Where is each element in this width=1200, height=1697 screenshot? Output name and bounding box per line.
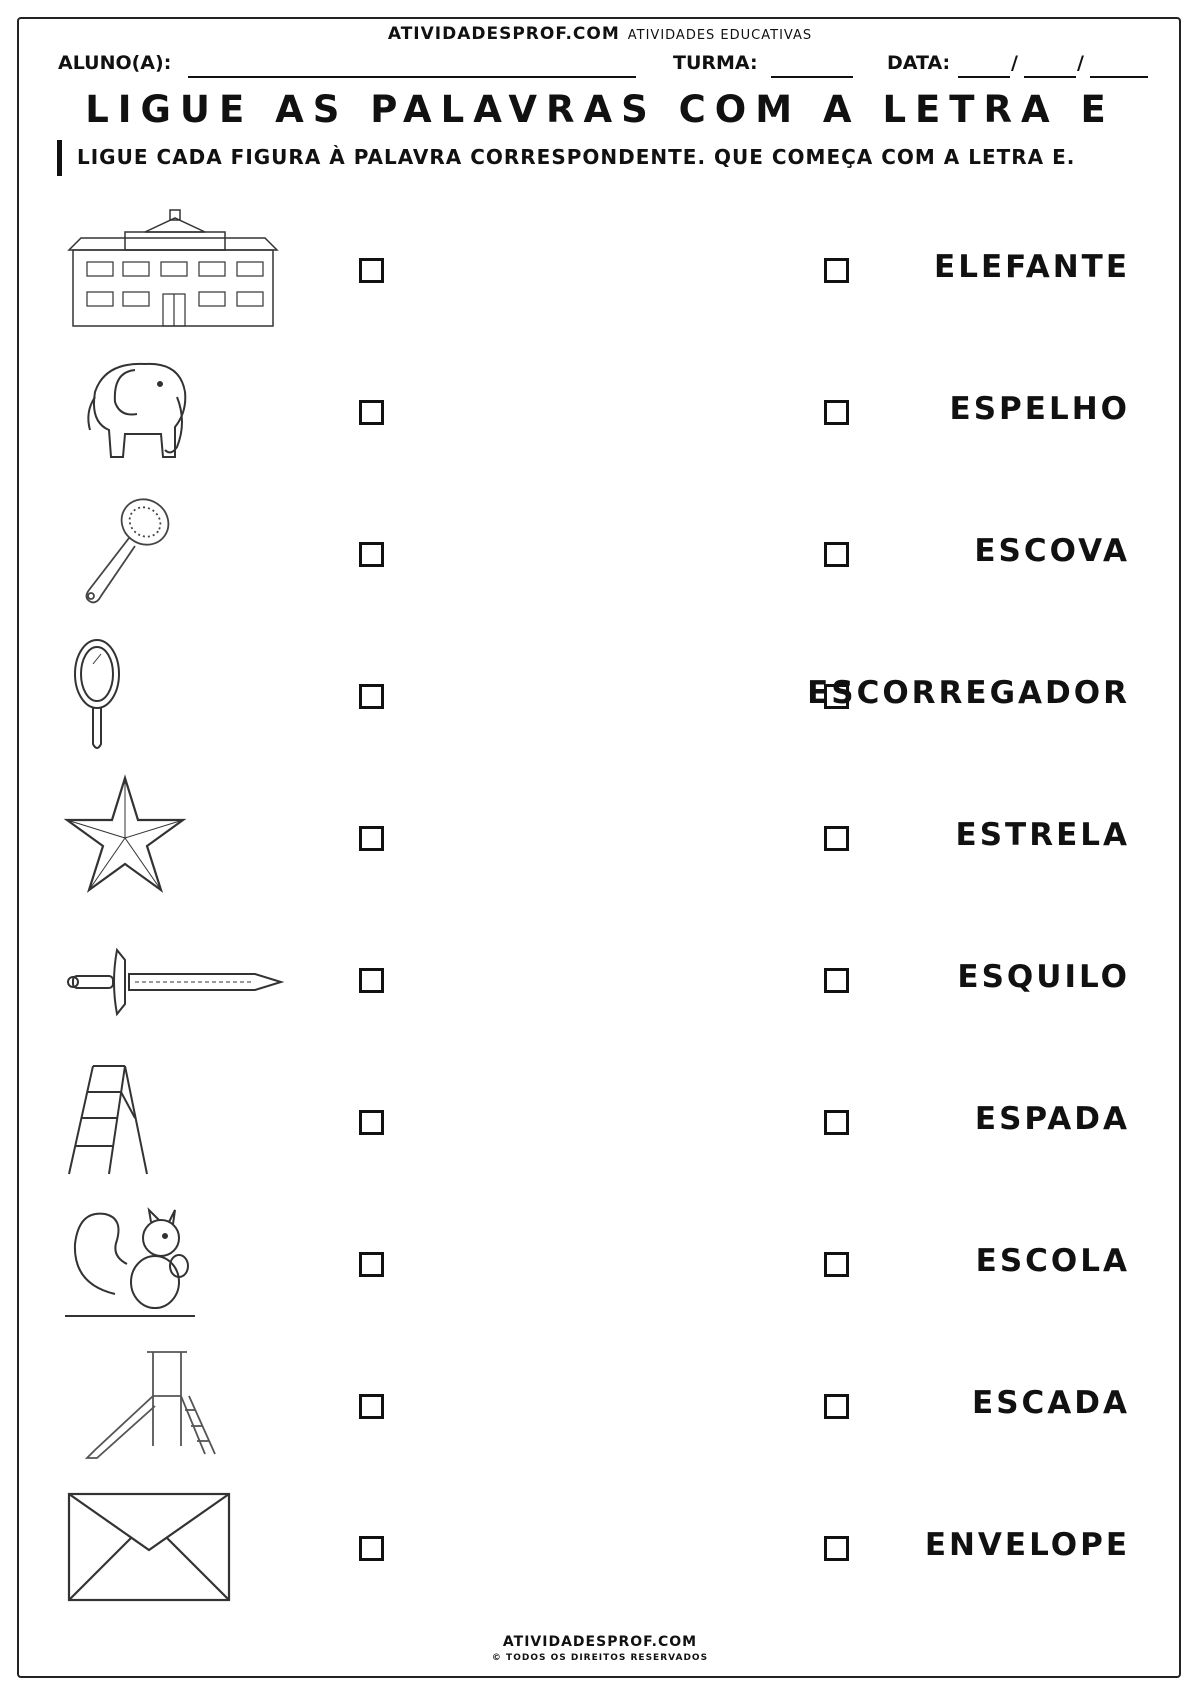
match-row (0, 631, 1200, 761)
picture-checkbox[interactable] (359, 1252, 384, 1277)
site-header (0, 24, 1200, 44)
playground-slide-icon (65, 1346, 285, 1466)
turma-label: TURMA: (673, 52, 758, 74)
word-checkbox[interactable] (824, 400, 849, 425)
picture-checkbox[interactable] (359, 826, 384, 851)
elephant-icon (65, 352, 285, 472)
word-label: ESPELHO (949, 391, 1130, 427)
match-row (0, 347, 1200, 477)
picture-checkbox[interactable] (359, 684, 384, 709)
date-day-field[interactable] (958, 76, 1010, 78)
word-label: ESTRELA (955, 817, 1130, 853)
word-checkbox[interactable] (824, 968, 849, 993)
footer-site: ATIVIDADESPROF.COM (502, 1634, 698, 1650)
match-row (0, 773, 1200, 903)
word-checkbox[interactable] (824, 542, 849, 567)
star-icon (65, 778, 285, 898)
word-checkbox[interactable] (824, 1394, 849, 1419)
word-checkbox[interactable] (824, 1110, 849, 1135)
stepladder-icon (65, 1062, 285, 1182)
instruction-text: LIGUE CADA FIGURA À PALAVRA CORRESPONDENTE. QUE COMEÇA COM A LETRA E. (77, 145, 1076, 169)
hand-mirror-icon (65, 636, 285, 756)
word-label: ESQUILO (957, 959, 1130, 995)
match-row (0, 1341, 1200, 1471)
squirrel-icon (65, 1204, 285, 1324)
date-year-field[interactable] (1090, 76, 1148, 78)
school-icon (65, 210, 285, 330)
turma-field[interactable] (771, 76, 853, 78)
instruction-bar (57, 140, 62, 176)
word-label: ESCOVA (974, 533, 1130, 569)
word-label: ESPADA (974, 1101, 1130, 1137)
date-month-field[interactable] (1024, 76, 1076, 78)
site-name: ATIVIDADESPROF.COM (387, 24, 620, 44)
data-label: DATA: (887, 52, 951, 74)
picture-checkbox[interactable] (359, 542, 384, 567)
word-checkbox[interactable] (824, 258, 849, 283)
word-label: ESCORREGADOR (807, 675, 1130, 711)
word-label: ESCOLA (975, 1243, 1130, 1279)
aluno-field[interactable] (188, 76, 636, 78)
word-label: ELEFANTE (934, 249, 1130, 285)
page-footer (0, 1634, 1200, 1663)
hairbrush-icon (65, 494, 285, 614)
picture-checkbox[interactable] (359, 258, 384, 283)
site-subtitle: ATIVIDADES EDUCATIVAS (627, 28, 813, 43)
match-row (0, 205, 1200, 335)
picture-checkbox[interactable] (359, 1110, 384, 1135)
picture-checkbox[interactable] (359, 1394, 384, 1419)
word-checkbox[interactable] (824, 826, 849, 851)
word-label: ENVELOPE (924, 1527, 1130, 1563)
picture-checkbox[interactable] (359, 400, 384, 425)
sword-icon (65, 920, 285, 1040)
picture-checkbox[interactable] (359, 968, 384, 993)
match-row (0, 489, 1200, 619)
match-row (0, 1057, 1200, 1187)
envelope-icon (65, 1488, 285, 1608)
picture-checkbox[interactable] (359, 1536, 384, 1561)
page-title: LIGUE AS PALAVRAS COM A LETRA E (85, 88, 1115, 131)
match-row (0, 1483, 1200, 1613)
word-label: ESCADA (972, 1385, 1130, 1421)
footer-rights: © TODOS OS DIREITOS RESERVADOS (491, 1653, 709, 1663)
word-checkbox[interactable] (824, 1252, 849, 1277)
word-checkbox[interactable] (824, 1536, 849, 1561)
aluno-label: ALUNO(A): (58, 52, 172, 74)
match-row (0, 1199, 1200, 1329)
student-info-line: ALUNO(A): TURMA: DATA: / / (58, 52, 1148, 82)
match-row (0, 915, 1200, 1045)
